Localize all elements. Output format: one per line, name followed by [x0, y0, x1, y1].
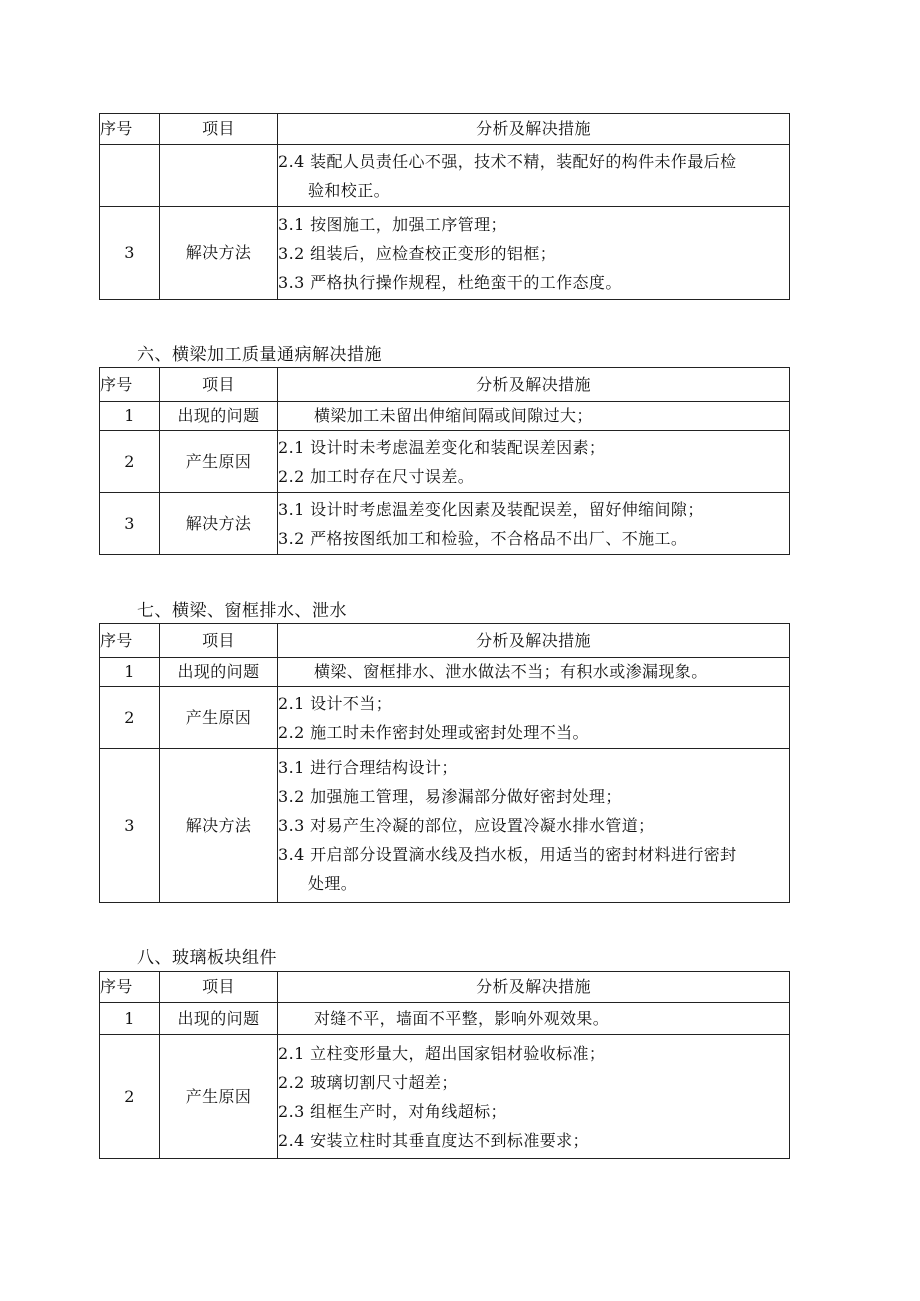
description-line: 3.1 进行合理结构设计； — [278, 758, 458, 777]
row-item: 解决方法 — [160, 207, 278, 300]
table-header-row — [100, 624, 790, 658]
row-item: 出现的问题 — [160, 1003, 278, 1035]
description-line: 3.3 严格执行操作规程，杜绝蛮干的工作态度。 — [278, 272, 622, 292]
description-line: 3.1 设计时考虑温差变化因素及装配误差，留好伸缩间隙； — [278, 499, 704, 519]
row-number: 2 — [100, 687, 160, 749]
section-title: 八、玻璃板块组件 — [137, 948, 277, 968]
description-line: 3.2 组装后，应检查校正变形的铝框； — [278, 243, 557, 263]
section-title: 六、横梁加工质量通病解决措施 — [137, 345, 382, 365]
description-line: 3.2 加强施工管理，易渗漏部分做好密封处理； — [278, 787, 622, 806]
description-line: 2.1 立柱变形量大，超出国家铝材验收标准； — [278, 1043, 606, 1063]
header-item: 项目 — [160, 624, 278, 658]
row-number: 3 — [100, 749, 160, 903]
row-item: 解决方法 — [160, 749, 278, 903]
row-description — [278, 431, 790, 493]
row-description: 横梁、窗框排水、泄水做法不当；有积水或渗漏现象。 — [278, 658, 790, 687]
description-line: 2.2 玻璃切割尺寸超差； — [278, 1072, 458, 1092]
row-description — [278, 1035, 790, 1159]
description-line: 3.1 按图施工，加强工序管理； — [278, 214, 507, 234]
table-row — [100, 687, 790, 749]
row-item: 出现的问题 — [160, 402, 278, 431]
table-row — [100, 658, 790, 687]
table-row — [100, 493, 790, 555]
description-line: 3.4 开启部分设置滴水线及挡水板，用适当的密封材料进行密封 — [278, 845, 737, 864]
quality-table — [99, 971, 790, 1159]
header-item: 项目 — [160, 114, 278, 145]
quality-table — [99, 623, 790, 903]
row-description: 对缝不平，墙面不平整，影响外观效果。 — [278, 1003, 790, 1035]
table-row — [100, 207, 790, 300]
section-title: 七、横梁、窗框排水、泄水 — [137, 601, 347, 621]
row-item: 出现的问题 — [160, 658, 278, 687]
row-number: 3 — [100, 493, 160, 555]
description-line: 2.4 安装立柱时其垂直度达不到标准要求； — [278, 1130, 589, 1150]
table-header-row — [100, 368, 790, 402]
row-number: 1 — [100, 658, 160, 687]
header-seq: 序号 — [100, 368, 160, 402]
row-description — [278, 687, 790, 749]
table-row — [100, 402, 790, 431]
header-analysis: 分析及解决措施 — [278, 114, 790, 145]
table-row — [100, 145, 790, 207]
row-description: 横梁加工未留出伸缩间隔或间隙过大； — [278, 402, 790, 431]
header-analysis: 分析及解决措施 — [278, 972, 790, 1003]
description-line: 2.3 组框生产时，对角线超标； — [278, 1101, 507, 1121]
description-line: 2.1 设计时未考虑温差变化和装配误差因素； — [278, 437, 606, 457]
description-line: 2.4 装配人员责任心不强，技术不精，装配好的构件未作最后检 — [278, 151, 737, 171]
table-row — [100, 1003, 790, 1035]
row-item: 产生原因 — [160, 1035, 278, 1159]
quality-table — [99, 367, 790, 555]
row-item — [160, 145, 278, 207]
table-row — [100, 749, 790, 903]
header-analysis: 分析及解决措施 — [278, 624, 790, 658]
description-line: 验和校正。 — [308, 180, 391, 200]
quality-table-continued — [99, 113, 790, 300]
header-seq: 序号 — [100, 624, 160, 658]
table-header-row — [100, 114, 790, 145]
header-item: 项目 — [160, 368, 278, 402]
row-description — [278, 207, 790, 300]
row-item: 产生原因 — [160, 687, 278, 749]
description-line: 2.1 设计不当； — [278, 693, 393, 713]
row-item: 解决方法 — [160, 493, 278, 555]
row-number: 1 — [100, 402, 160, 431]
row-description — [278, 493, 790, 555]
header-analysis: 分析及解决措施 — [278, 368, 790, 402]
row-number: 1 — [100, 1003, 160, 1035]
table-header-row — [100, 972, 790, 1003]
table-row — [100, 1035, 790, 1159]
row-item: 产生原因 — [160, 431, 278, 493]
header-seq: 序号 — [100, 972, 160, 1003]
row-number — [100, 145, 160, 207]
row-number: 2 — [100, 1035, 160, 1159]
description-line: 处理。 — [308, 874, 358, 893]
description-line: 2.2 施工时未作密封处理或密封处理不当。 — [278, 722, 589, 742]
table-row — [100, 431, 790, 493]
description-line: 3.3 对易产生冷凝的部位，应设置冷凝水排水管道； — [278, 816, 655, 835]
row-number: 2 — [100, 431, 160, 493]
header-seq: 序号 — [100, 114, 160, 145]
description-line: 2.2 加工时存在尺寸误差。 — [278, 466, 475, 486]
row-description — [278, 749, 790, 903]
description-line: 3.2 严格按图纸加工和检验，不合格品不出厂、不施工。 — [278, 528, 688, 548]
row-number: 3 — [100, 207, 160, 300]
header-item: 项目 — [160, 972, 278, 1003]
row-description — [278, 145, 790, 207]
